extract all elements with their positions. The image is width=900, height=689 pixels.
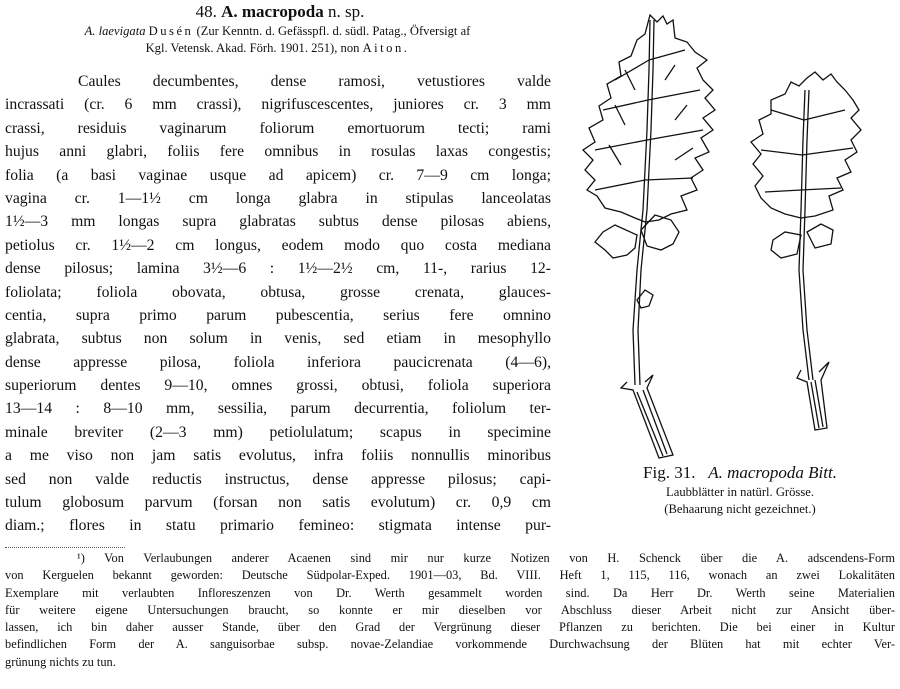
synonym-author: Dusén xyxy=(148,24,194,38)
synonymy xyxy=(5,23,550,57)
species-heading xyxy=(0,2,560,22)
description-line: diam.; flores in statu primario femineo: stigmata intense pur- xyxy=(5,517,551,535)
figure-species: A. macropoda Bitt. xyxy=(708,463,837,482)
description-line: superiorum dentes 9—10, omnes grossi, obtusi, foliola superiora xyxy=(5,377,551,395)
description-line: 13—14 : 8—10 mm, sessilia, parum decurrentia, foliolum ter- xyxy=(5,400,551,418)
synonym-reference: (Zur Kenntn. d. Gefässpfl. d. südl. Patag., Öfversigt af xyxy=(196,24,471,38)
description-line: hujus anni glabri, foliis fere omnibus in rosulas laxas congestis; xyxy=(5,143,551,161)
synonym-reference-line2: Kgl. Vetensk. Akad. Förh. 1901. 251), non xyxy=(145,41,360,55)
description-line: a me viso non jam satis evolutus, infra foliis nonnullis minoribus xyxy=(5,447,551,465)
left-leaf-drawing xyxy=(583,15,715,458)
figure-31-illustration xyxy=(575,10,895,465)
right-leaf-lower-leaflets xyxy=(771,224,833,258)
description-line: sed non valde reductis instructus, dense appresse pilosus; capi- xyxy=(5,470,551,488)
figure-caption-line2: Laubblätter in natürl. Grösse. xyxy=(666,485,814,499)
description-line: centia, supra primo parum pubescentia, serius fere omnino xyxy=(5,306,551,324)
synonym-non-author: Aiton. xyxy=(362,41,410,55)
description-line: crassi, residuis vaginarum foliorum emortuorum tecti; rami xyxy=(5,119,551,137)
description-line: dense appresse pilosa, foliola inferiora paucicrenata (4—6), xyxy=(5,353,551,371)
species-status: n. sp. xyxy=(328,2,365,21)
description-line: dense pilosus; lamina 3½—6 : 1½—2½ cm, 11-, rarius 12- xyxy=(5,260,551,278)
synonym-name: A. laevigata xyxy=(84,24,146,38)
footnote-line: für weitere eigene Untersuchungen braucht, so konnte er mir dieselben vor Abschluss dieser Arbeit nicht zur Ansicht über- xyxy=(5,602,895,617)
description-line: glabrata, subtus non solum in venis, sed etiam in mesophyllo xyxy=(5,330,551,348)
footnote-line: lassen, ich bin daher ausser Stande, über den Grad der Vergrünung dieser Pflanzen zu berichten. Die bei einer in Kultur xyxy=(5,620,895,635)
figure-caption-line3: (Behaarung nicht gezeichnet.) xyxy=(664,502,816,516)
figure-label: Fig. 31. xyxy=(643,463,696,482)
description-line: minale breviter (2—3 mm) petiolulatum; scapus in specimine xyxy=(5,423,551,441)
footnote-line: Exemplare mit verlaubten Infloreszenzen von Dr. Werth gesammelt worden sind. Da Herr Dr. Werth seine Materialien xyxy=(5,585,895,600)
figure-caption xyxy=(580,462,900,518)
description-line: Caules decumbentes, dense ramosi, vetustiores valde xyxy=(78,73,551,90)
description-line: foliolata; foliola obovata, obtusa, grosse crenata, glauces- xyxy=(5,283,551,301)
description-line: folia (a basi vaginae usque ad apicem) cr. 7—9 cm longa; xyxy=(5,166,551,184)
right-leaf-drawing xyxy=(751,72,861,430)
description-line: tulum globosum parvum (forsan non satis evolutum) cr. 0,9 cm xyxy=(5,494,551,512)
description-line: vagina cr. 1—1½ cm longa glabra in stipulas lanceolatas xyxy=(5,189,551,207)
species-number: 48. xyxy=(195,2,217,21)
footnote-line: ¹) Von Verlaubungen anderer Acaenen sind mir nur kurze Notizen von H. Schenck über die A. adscendens-Form xyxy=(77,551,895,565)
footnote-line: befindlichen Form der A. sanguisorbae subsp. novae-Zelandiae vorkommende Durchwachsung der Blüten hat mit echter Ver- xyxy=(5,637,895,652)
footnote-line: von Kerguelen bekannt geworden: Deutsche Südpolar-Exped. 1901—03, Bd. VIII. Heft 1, 115, 116, wonach an zwei Lokalitäten xyxy=(5,568,895,583)
left-leaf-lower-leaflets xyxy=(595,215,679,308)
figure-caption-title xyxy=(580,462,900,484)
footnote xyxy=(5,550,895,671)
species-name: A. macropoda xyxy=(221,2,324,21)
description-line: petiolus cr. 1½—2 cm longus, eodem modo quo costa mediana xyxy=(5,236,551,254)
footnote-line: grünung nichts zu tun. xyxy=(5,654,116,669)
description-text xyxy=(5,70,551,538)
footnote-rule xyxy=(5,547,125,548)
description-line: incrassati (cr. 6 mm crassi), nigrifuscescentes, juniores cr. 3 mm xyxy=(5,96,551,114)
description-line: 1½—3 mm longas supra glabratas subtus dense pilosas abiens, xyxy=(5,213,551,231)
